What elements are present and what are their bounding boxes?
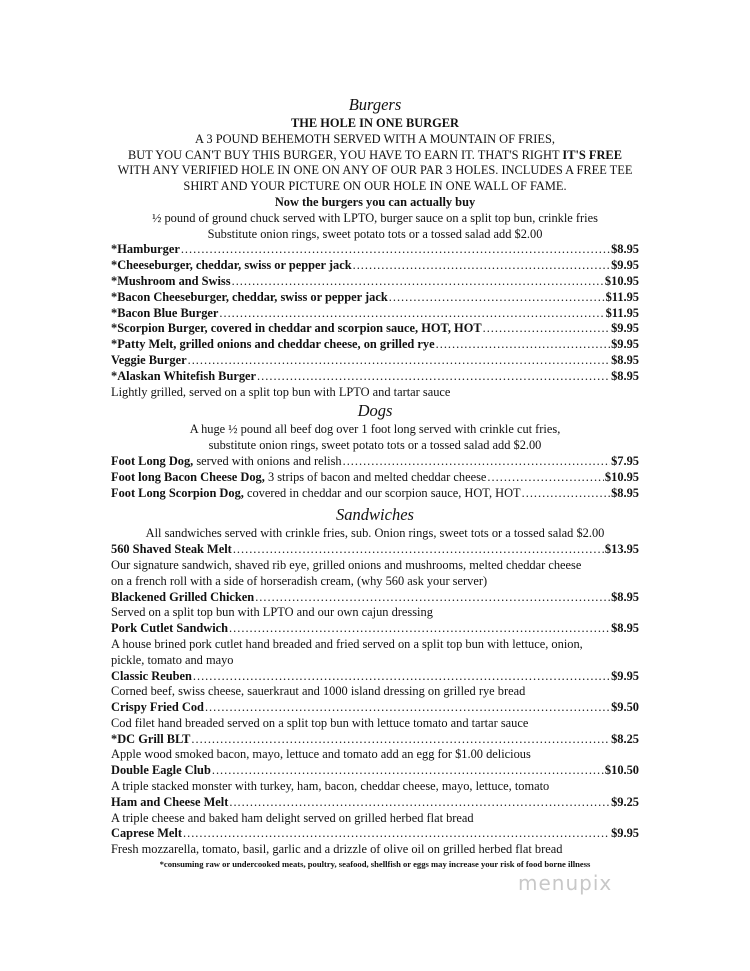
dot-leader — [205, 700, 610, 716]
menu-item — [111, 732, 639, 748]
item-name: Foot long Bacon Cheese Dog, — [111, 469, 265, 484]
item-description: Cod filet hand breaded served on a split top bun with lettuce tomato and tartar sauce — [111, 715, 529, 730]
menu-item — [111, 337, 639, 353]
dot-leader — [229, 795, 610, 811]
item-name: Pork Cutlet Sandwich — [111, 621, 229, 636]
item-name: Crispy Fried Cod — [111, 700, 204, 715]
menu-item — [111, 621, 639, 637]
item-name: Foot Long Dog, — [111, 453, 194, 468]
item-price: $10.95 — [604, 469, 639, 484]
item-name: *Patty Melt, grilled onions and cheddar cheese, on grilled rye — [111, 337, 435, 352]
dot-leader — [389, 290, 605, 306]
dot-leader — [212, 763, 604, 779]
menu-item — [111, 258, 639, 274]
item-price: $10.95 — [604, 273, 639, 288]
menu-page — [111, 94, 639, 870]
item-price: $10.50 — [604, 763, 639, 778]
menu-item — [111, 242, 639, 258]
dot-leader — [188, 353, 611, 369]
sandwiches-title: Sandwiches — [336, 505, 414, 525]
sandwich-list — [111, 542, 639, 858]
item-name: *Scorpion Burger, covered in cheddar and scorpion sauce, HOT, HOT — [111, 321, 482, 336]
item-price: $11.95 — [605, 289, 639, 304]
item-description: A house brined pork cutlet hand breaded and fried served on a split top bun with lettuce, onion, — [111, 636, 583, 651]
dogs-title: Dogs — [357, 401, 393, 421]
dot-leader — [229, 621, 610, 637]
dot-leader — [181, 242, 610, 258]
item-description: Our signature sandwich, shaved rib eye, grilled onions and mushrooms, melted cheddar cheese — [111, 557, 582, 572]
hole-line-1: A 3 POUND BEHEMOTH SERVED WITH A MOUNTAIN OF FRIES, — [195, 131, 555, 146]
menu-item — [111, 306, 639, 322]
menu-item — [111, 353, 639, 369]
dog-list — [111, 454, 639, 501]
item-price: $13.95 — [604, 542, 639, 557]
item-name: Blackened Grilled Chicken — [111, 589, 255, 604]
menu-item — [111, 826, 639, 842]
burgers-subtitle: Now the burgers you can actually buy — [274, 194, 476, 209]
dot-leader — [257, 369, 610, 385]
item-price: $9.95 — [611, 321, 639, 336]
hole-line-2 — [111, 148, 639, 164]
menu-item — [111, 542, 639, 558]
item-name: *Hamburger — [111, 242, 180, 257]
item-detail: 3 strips of bacon and melted cheddar cheese — [264, 469, 487, 484]
menu-item — [111, 669, 639, 685]
item-price: $9.95 — [611, 337, 639, 352]
item-price: $8.95 — [611, 352, 639, 367]
dot-leader — [255, 590, 610, 606]
item-description: A triple cheese and baked ham delight served on grilled herbed flat bread — [111, 810, 474, 825]
hole-free-text: IT'S FREE — [562, 147, 622, 162]
item-price: $9.95 — [611, 668, 639, 683]
dot-leader — [483, 321, 611, 337]
dot-leader — [487, 470, 604, 486]
hole-line-3: WITH ANY VERIFIED HOLE IN ONE ON ANY OF OUR PAR 3 HOLES. INCLUDES A FREE TEE — [117, 163, 633, 178]
item-description: Lightly grilled, served on a split top bun with LPTO and tartar sauce — [111, 384, 451, 399]
item-detail: covered in cheddar and our scorpion sauce, HOT, HOT — [243, 485, 521, 500]
hole-in-one-title: THE HOLE IN ONE BURGER — [291, 116, 459, 130]
item-price: $9.95 — [611, 258, 639, 273]
item-name-wrap — [111, 470, 486, 486]
item-name-wrap — [111, 454, 342, 470]
hole-line-2-text: BUT YOU CAN'T BUY THIS BURGER, YOU HAVE TO EARN IT. THAT'S RIGHT — [128, 147, 563, 162]
item-description: Corned beef, swiss cheese, sauerkraut and 1000 island dressing on grilled rye bread — [111, 684, 526, 699]
dot-leader — [232, 274, 604, 290]
item-price: $8.95 — [611, 589, 639, 604]
item-description: on a french roll with a side of horseradish cream, (why 560 ask your server) — [111, 573, 488, 588]
item-price: $8.95 — [611, 485, 639, 500]
dot-leader — [193, 669, 610, 685]
dot-leader — [522, 486, 610, 502]
dot-leader — [343, 454, 611, 470]
menu-item — [111, 454, 639, 470]
item-detail: served with onions and relish — [193, 453, 342, 468]
dot-leader — [191, 732, 610, 748]
burgers-substitute: Substitute onion rings, sweet potato tots or a tossed salad add $2.00 — [207, 226, 543, 241]
dogs-intro-2: substitute onion rings, sweet potato tots or a tossed salad add $2.00 — [208, 438, 542, 453]
burgers-intro: ½ pound of ground chuck served with LPTO, burger sauce on a split top bun, crinkle fries — [152, 210, 598, 225]
menu-item — [111, 590, 639, 606]
item-name: *Bacon Cheeseburger, cheddar, swiss or pepper jack — [111, 289, 388, 304]
item-name: *Mushroom and Swiss — [111, 273, 231, 288]
menu-item — [111, 290, 639, 306]
item-description: Fresh mozzarella, tomato, basil, garlic and a drizzle of olive oil on grilled herbed flat bread — [111, 842, 563, 857]
menu-item — [111, 486, 639, 502]
item-price: $9.50 — [611, 700, 639, 715]
item-price: $9.25 — [611, 794, 639, 809]
dot-leader — [233, 542, 604, 558]
menu-item — [111, 795, 639, 811]
menu-item — [111, 274, 639, 290]
item-price: $7.95 — [611, 453, 639, 468]
dot-leader — [353, 258, 611, 274]
item-name: *Alaskan Whitefish Burger — [111, 368, 257, 383]
dot-leader — [219, 306, 604, 322]
menu-item — [111, 470, 639, 486]
item-name: Classic Reuben — [111, 668, 192, 683]
item-name: 560 Shaved Steak Melt — [111, 542, 232, 557]
menu-item — [111, 763, 639, 779]
burger-list — [111, 242, 639, 400]
item-price: $9.95 — [611, 826, 639, 841]
menu-item — [111, 369, 639, 385]
item-name: *DC Grill BLT — [111, 731, 191, 746]
item-description: Apple wood smoked bacon, mayo, lettuce and tomato add an egg for $1.00 delicious — [111, 747, 531, 762]
item-name: Caprese Melt — [111, 826, 182, 841]
item-price: $8.95 — [611, 621, 639, 636]
item-name: *Cheeseburger, cheddar, swiss or pepper jack — [111, 258, 352, 273]
menu-item — [111, 321, 639, 337]
hole-line-4: SHIRT AND YOUR PICTURE ON OUR HOLE IN ONE WALL OF FAME. — [183, 179, 567, 194]
item-price: $8.95 — [611, 242, 639, 257]
item-name: Veggie Burger — [111, 352, 187, 367]
item-price: $11.95 — [605, 305, 639, 320]
item-price: $8.95 — [611, 368, 639, 383]
item-name: Foot Long Scorpion Dog, — [111, 485, 244, 500]
menu-item — [111, 700, 639, 716]
item-name: Double Eagle Club — [111, 763, 211, 778]
dot-leader — [436, 337, 610, 353]
item-description: A triple stacked monster with turkey, ham, bacon, cheddar cheese, mayo, lettuce, tomato — [111, 779, 550, 794]
dogs-intro-1: A huge ½ pound all beef dog over 1 foot long served with crinkle cut fries, — [189, 422, 561, 437]
food-safety-disclaimer: *consuming raw or undercooked meats, poultry, seafood, shellfish or eggs may increase your risk of food borne illness — [159, 859, 591, 870]
item-description: pickle, tomato and mayo — [111, 652, 234, 667]
item-name: Ham and Cheese Melt — [111, 794, 229, 809]
item-price: $8.25 — [611, 731, 639, 746]
item-name-wrap — [111, 486, 521, 502]
sandwiches-intro: All sandwiches served with crinkle fries, sub. Onion rings, sweet tots or a tossed salad $2.00 — [145, 526, 605, 541]
item-name: *Bacon Blue Burger — [111, 305, 219, 320]
item-description: Served on a split top bun with LPTO and our own cajun dressing — [111, 605, 433, 620]
menupix-watermark: menupix — [518, 871, 613, 895]
burgers-title: Burgers — [348, 95, 402, 114]
dot-leader — [183, 826, 610, 842]
